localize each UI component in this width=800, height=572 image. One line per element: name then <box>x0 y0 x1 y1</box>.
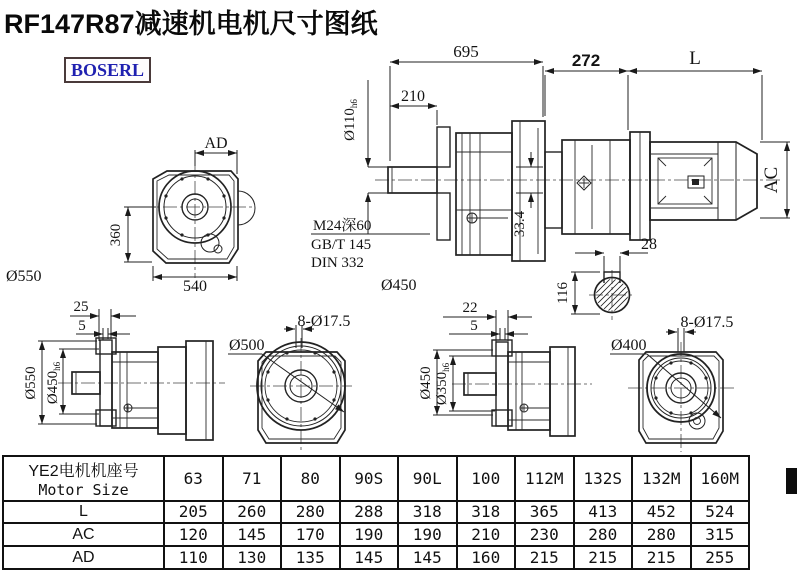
table-cell: 145 <box>340 546 399 569</box>
dim-label-540: 540 <box>183 278 207 295</box>
table-cell: 110 <box>164 546 223 569</box>
size-col-header: 71 <box>223 456 282 501</box>
table-cell: 215 <box>515 546 574 569</box>
table-cell: 524 <box>691 501 750 524</box>
size-col-header: 90S <box>340 456 399 501</box>
table-header-motor-size <box>3 456 164 501</box>
flange-b14-side-view <box>418 300 592 436</box>
page-title: RF147R87减速机电机尺寸图纸 <box>4 9 378 39</box>
dia-label-550: Ø550 <box>6 268 42 285</box>
row-label: AC <box>3 523 164 546</box>
motor-size-table <box>2 455 750 570</box>
table-cell: 135 <box>281 546 340 569</box>
table-cell: 365 <box>515 501 574 524</box>
table-cell: 170 <box>281 523 340 546</box>
dim-label-25: 25 <box>73 299 89 315</box>
tap-note: M24深60 <box>313 218 372 234</box>
dim-label-AC: AC <box>761 166 782 194</box>
dim-label-210: 210 <box>401 88 425 105</box>
table-row-AD <box>3 546 749 569</box>
table-cell: 260 <box>223 501 282 524</box>
table-cell: 130 <box>223 546 282 569</box>
table-cell: 413 <box>574 501 633 524</box>
table-cell: 215 <box>574 546 633 569</box>
scan-artifact <box>786 468 797 494</box>
table-cell: 215 <box>632 546 691 569</box>
size-col-header: 100 <box>457 456 516 501</box>
brand-logo: BOSERL <box>64 57 151 83</box>
tap-std-din: DIN 332 <box>311 255 364 271</box>
table-cell: 120 <box>164 523 223 546</box>
dia-label-550b: Ø550 <box>23 366 39 400</box>
dia-label-500: Ø500 <box>229 337 265 354</box>
tap-std-gbt: GB/T 145 <box>311 237 372 253</box>
dim-label-ad: AD <box>204 135 228 152</box>
dia-label-400: Ø400 <box>611 337 647 354</box>
table-cell: 288 <box>340 501 399 524</box>
dim-label-5b: 5 <box>470 318 478 334</box>
size-col-header: 160M <box>691 456 750 501</box>
dim-label-22: 22 <box>462 300 478 316</box>
dim-label-360: 360 <box>108 223 124 247</box>
size-col-header: 90L <box>398 456 457 501</box>
flange-b14-front-view <box>610 314 734 452</box>
gearbox-front-view <box>6 135 255 295</box>
table-row-AC <box>3 523 749 546</box>
flange-b5-front-view <box>228 313 352 450</box>
shaft-section-view <box>555 236 657 320</box>
table-cell: 255 <box>691 546 750 569</box>
row-label: AD <box>3 546 164 569</box>
size-col-header: 132M <box>632 456 691 501</box>
reducer-motor-side-view <box>311 42 790 294</box>
holes-label-b14: 8-Ø17.5 <box>680 314 734 331</box>
dim-label-272: 272 <box>571 51 601 70</box>
table-cell: 210 <box>457 523 516 546</box>
table-header-cn: YE2电机机座号 <box>28 462 139 480</box>
dim-label-L: L <box>689 48 701 69</box>
table-cell: 280 <box>281 501 340 524</box>
table-cell: 318 <box>398 501 457 524</box>
table-cell: 280 <box>632 523 691 546</box>
size-col-header: 63 <box>164 456 223 501</box>
table-cell: 230 <box>515 523 574 546</box>
table-cell: 145 <box>398 546 457 569</box>
dia-label-450: Ø450 <box>381 277 417 294</box>
holes-label-b5: 8-Ø17.5 <box>297 313 351 330</box>
table-cell: 452 <box>632 501 691 524</box>
dim-label-5a: 5 <box>78 318 86 334</box>
size-col-header: 112M <box>515 456 574 501</box>
table-cell: 160 <box>457 546 516 569</box>
table-cell: 190 <box>398 523 457 546</box>
table-cell: 145 <box>223 523 282 546</box>
size-col-header: 132S <box>574 456 633 501</box>
dim-label-shaft-dia: $Ø110_{h6}$ <box>342 99 359 141</box>
table-cell: 315 <box>691 523 750 546</box>
dim-label-116: 116 <box>555 282 571 304</box>
dim-label-28: 28 <box>641 236 657 253</box>
row-label: L <box>3 501 164 524</box>
size-col-header: 80 <box>281 456 340 501</box>
table-header-en: Motor Size <box>38 480 129 499</box>
dia-label-450h6: $Ø450_{h6}$ <box>45 361 62 405</box>
table-cell: 205 <box>164 501 223 524</box>
table-cell: 318 <box>457 501 516 524</box>
flange-b5-side-view <box>23 299 225 440</box>
table-cell: 280 <box>574 523 633 546</box>
table-cell: 190 <box>340 523 399 546</box>
dia-label-450c: Ø450 <box>418 366 434 400</box>
dia-label-350h6: $Ø350_{h6}$ <box>434 362 451 406</box>
dim-label-33-4: 33.4 <box>512 210 528 238</box>
dim-label-695: 695 <box>453 42 479 61</box>
table-row-L <box>3 501 749 524</box>
